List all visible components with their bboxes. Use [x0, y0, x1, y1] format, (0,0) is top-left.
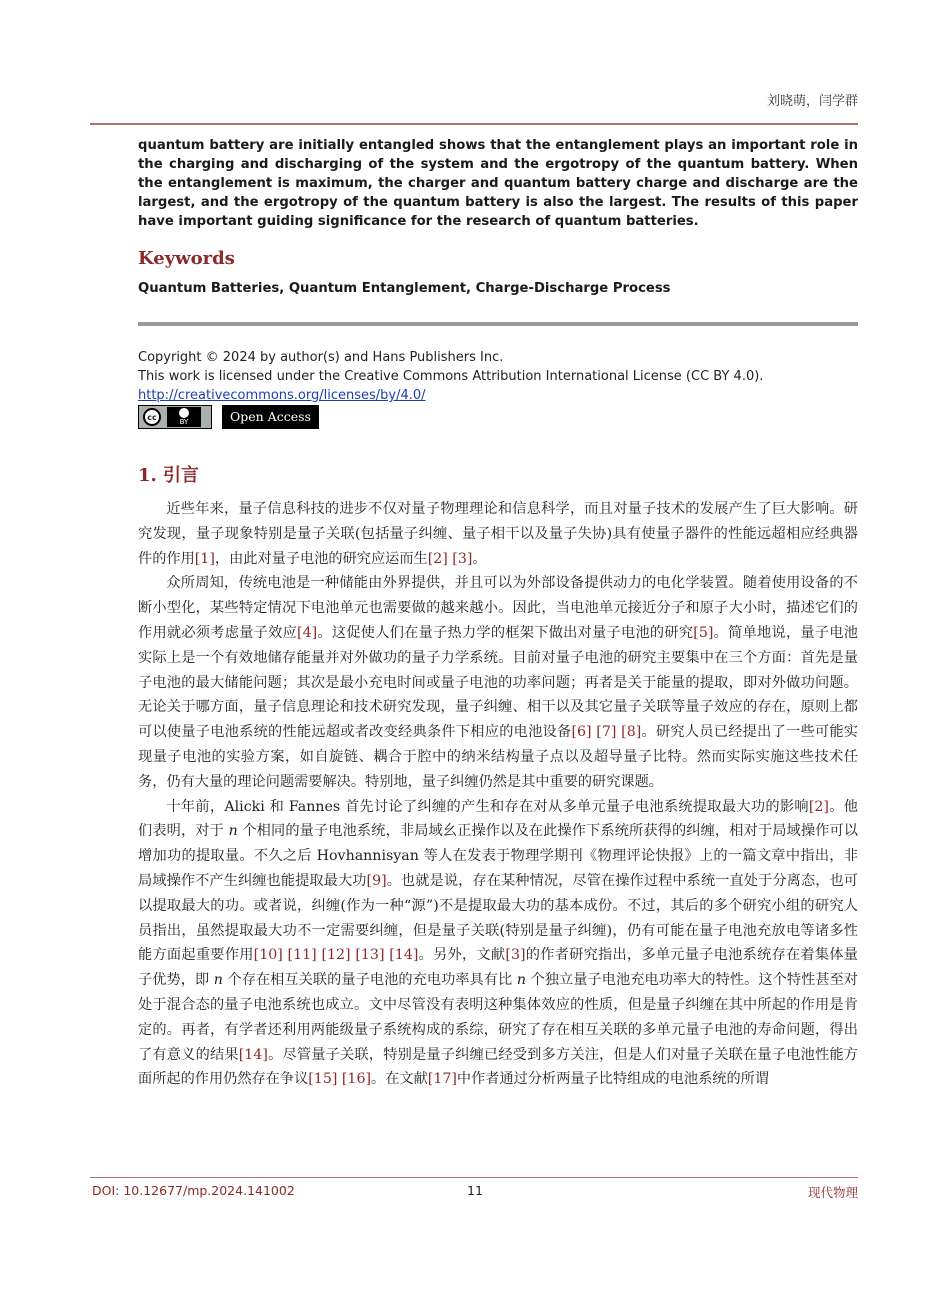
citation-link[interactable]: [17]	[427, 1071, 457, 1088]
citation-link[interactable]: [10] [11] [12] [13] [14]	[253, 947, 419, 964]
open-access-badge[interactable]: Open Access	[222, 405, 319, 429]
header-divider	[90, 123, 858, 125]
keywords-heading: Keywords	[138, 248, 235, 269]
paragraph	[138, 571, 858, 794]
text-run: 近些年来，量子信息科技的进步不仅对量子物理理论和信息科学，而且对量子技术的发展产生了巨大影响。研究发现，量子现象特别是量子关联(包括量子纠缠、量子相干以及量子失协)具有使量子器件的性能远超相应经典器件的作用	[138, 501, 858, 567]
text-run: 。在文献	[371, 1071, 428, 1088]
citation-link[interactable]: [14]	[238, 1046, 268, 1063]
text-run: 的作者研究指出，多单元量子电池系统存在着集体量子优势，即	[138, 947, 858, 989]
math-variable: n	[516, 972, 526, 989]
license-block	[138, 348, 763, 405]
paragraph	[138, 497, 858, 571]
text-run: 众所周知，传统电池是一种储能由外界提供，并且可以为外部设备提供动力的电化学装置。随着使用设备的不断小型化，某些特定情况下电池单元也需要做的越来越小。因此，当电池单元接近分子和原子大小时，描述它们的作用就必须考虑量子效应	[138, 575, 858, 641]
keywords-list: Quantum Batteries, Quantum Entanglement, Charge-Discharge Process	[138, 281, 671, 296]
license-badges	[138, 405, 319, 429]
math-variable: n	[228, 823, 238, 840]
running-header-authors: 刘晓萌，闫学群	[766, 94, 858, 109]
abstract-text: quantum battery are initially entangled shows that the entanglement plays an important role in the charging and discharging of the system and the ergotropy of the quantum battery. When the entanglement is maximum, the charger and quantum battery charge and discharge are the largest, and the ergotropy of the quantum battery is also the largest. The results of this paper have important guiding significance for the research of quantum batteries.	[138, 138, 858, 229]
by-label: BY	[179, 418, 189, 426]
citation-link[interactable]: [2] [3]	[427, 550, 473, 567]
text-run: 。也就是说，存在某种情况，尽管在操作过程中系统一直处于分离态，也可以提取最大的功。或者说，纠缠(作为一种“源”)不是提取最大功的基本成份。不过，其后的多个研究小组的研究人员指出，虽然提取最大功不一定需要纠缠，但是量子关联(特别是量子纠缠)，仍有可能在量子电池充放电等诸多性能方面起重要作用	[138, 872, 858, 964]
person-icon	[179, 408, 189, 418]
footer-doi: DOI: 10.12677/mp.2024.141002	[92, 1183, 295, 1198]
text-run: 十年前，Alicki 和 Fannes 首先讨论了纠缠的产生和存在对从多单元量子电池系统提取最大功的影响	[166, 798, 809, 815]
citation-link[interactable]: [5]	[693, 624, 714, 641]
citation-link[interactable]: [9]	[366, 872, 387, 889]
text-run: 。这促使人们在量子热力学的框架下做出对量子电池的研究	[317, 624, 694, 641]
text-run: 个相同的量子电池系统，非局域幺正操作以及在此操作下系统所获得的纠缠，相对于局域操作可以增加功的提取量。不久之后 Hovhannisyan 等人在发表于物理学期刊《物理评论快报》上的一篇文章中指出，非局域操作不产生纠缠也能提取最大功	[138, 823, 859, 889]
page-number: 11	[467, 1183, 483, 1198]
text-run: 。研究人员已经提出了一些可能实现量子电池的实验方案，如自旋链、耦合于腔中的纳米结构量子点以及超导量子比特。然而实际实施这些技术任务，仍有大量的理论问题需要解决。特别地，量子纠缠仍然是其中重要的研究课题。	[138, 724, 858, 790]
text-run: ，由此对量子电池的研究应运而生	[214, 550, 428, 567]
cc-icon: cc	[143, 408, 161, 426]
text-run: 。他们表明，对于	[138, 798, 858, 840]
text-run: 个存在相互关联的量子电池的充电功率具有比	[222, 972, 517, 989]
citation-link[interactable]: [15] [16]	[308, 1071, 372, 1088]
math-variable: n	[213, 972, 223, 989]
body-text	[138, 497, 858, 1092]
text-run: 个独立量子电池充电功率大的特性。这个特性甚至对处于混合态的量子电池系统也成立。文中尽管没有表明这种集体效应的性质，但是量子纠缠在其中所起的作用是肯定的。再者，有学者还利用两能级量子系统构成的系综，研究了存在相互关联的多单元量子电池的寿命问题，得出了有意义的结果	[138, 972, 858, 1063]
section-divider	[138, 322, 858, 326]
text-run: 。另外，文献	[418, 947, 506, 964]
footer-divider	[90, 1177, 858, 1178]
footer-journal: 现代物理	[807, 1185, 858, 1200]
citation-link[interactable]: [3]	[505, 947, 526, 964]
license-statement: This work is licensed under the Creative Commons Attribution International License (CC BY 4.0).	[138, 369, 764, 384]
paragraph	[138, 795, 858, 1093]
text-run: 。简单地说，量子电池实际上是一个有效地储存能量并对外做功的量子力学系统。目前对量子电池的研究主要集中在三个方面：首先是量子电池的最大储能问题；其次是最小充电时间或量子电池的功率问题；再者是关于能量的提取，即对外做功问题。无论关于哪方面，量子信息理论和技术研究发现，量子纠缠、相干以及其它量子关联等量子效应的存在，原则上都可以使量子电池系统的性能远超或者改变经典条件下相应的电池设备	[138, 624, 858, 741]
license-link[interactable]: http://creativecommons.org/licenses/by/4.0/	[138, 388, 426, 403]
text-run: 。尽管量子关联，特别是量子纠缠已经受到多方关注，但是人们对量子关联在量子电池性能方面所起的作用仍然存在争议	[138, 1046, 858, 1088]
text-run: 。	[472, 550, 487, 567]
citation-link[interactable]: [6] [7] [8]	[571, 724, 642, 741]
by-icon	[167, 407, 201, 427]
copyright-line: Copyright © 2024 by author(s) and Hans Publishers Inc.	[138, 350, 504, 365]
text-run: 中作者通过分析两量子比特组成的电池系统的所谓	[456, 1071, 770, 1088]
section-heading: 1. 引言	[138, 465, 200, 486]
citation-link[interactable]: [1]	[194, 550, 215, 567]
cc-by-badge[interactable]	[138, 405, 212, 429]
citation-link[interactable]: [4]	[297, 624, 318, 641]
citation-link[interactable]: [2]	[808, 798, 829, 815]
